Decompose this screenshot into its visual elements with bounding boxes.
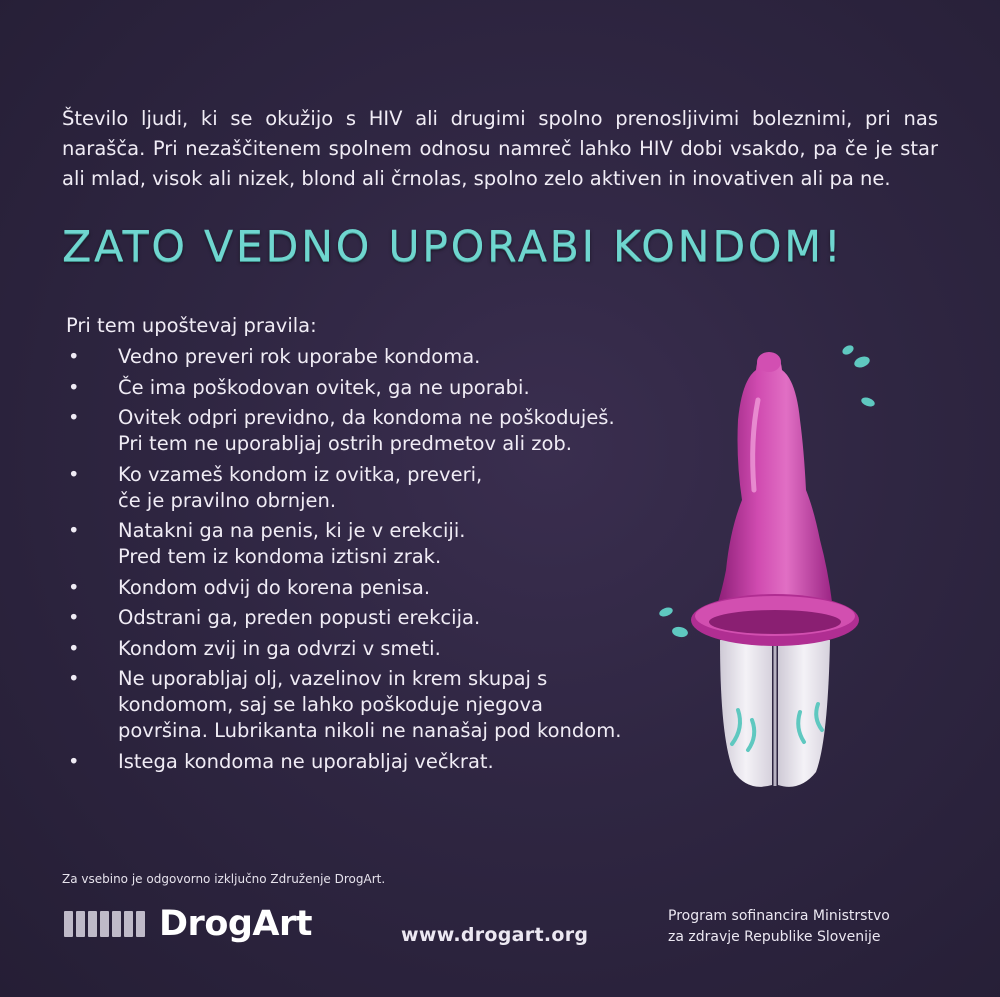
- condom-tip: [757, 352, 781, 372]
- condom-on-popsicle-illustration: [650, 340, 900, 800]
- logo-text: DrogArt: [159, 904, 312, 944]
- rule-text: Natakni ga na penis, ki je v erekciji.: [118, 519, 466, 542]
- rule-item: [62, 636, 682, 662]
- bullet: •: [68, 636, 80, 660]
- rule-text: Ovitek odpri previdno, da kondoma ne poškoduješ.: [118, 406, 615, 429]
- rule-text: Kondom zvij in ga odvrzi v smeti.: [118, 636, 441, 660]
- rule-text: Istega kondoma ne uporabljaj večkrat.: [118, 749, 494, 773]
- rule-text: Pred tem iz kondoma iztisni zrak.: [118, 545, 442, 568]
- rule-text: če je pravilno obrnjen.: [118, 488, 337, 512]
- sponsor-line-1: Program sofinancira Ministrstvo: [668, 908, 890, 924]
- rule-item: [62, 462, 682, 514]
- popsicle-stick-right: [778, 640, 830, 787]
- rule-item: [62, 575, 682, 601]
- rule-text: površina. Lubrikanta nikoli ne nanašaj pod kondom.: [118, 719, 622, 742]
- rule-text: Kondom odvij do korena penisa.: [118, 575, 431, 599]
- bullet: •: [68, 375, 80, 399]
- rule-text: Ko vzameš kondom iz ovitka, preveri,: [118, 462, 483, 486]
- rules-list: [62, 344, 682, 779]
- bullet: •: [68, 606, 80, 629]
- rules-intro: Pri tem upoštevaj pravila:: [66, 314, 317, 337]
- bullet: •: [68, 575, 80, 599]
- rule-item: [62, 344, 682, 370]
- rule-item: [62, 518, 682, 570]
- rule-text: Vedno preveri rok uporabe kondoma.: [118, 345, 481, 368]
- rule-item: [62, 749, 682, 775]
- intro-paragraph: Število ljudi, ki se okužijo s HIV ali drugimi spolno prenosljivimi boleznimi, pri nas narašča. Pri nezaščitenem spolnem odnosu namreč lahko HIV dobi vsakdo, pa če je star ali mlad, visok ali nizek, blond ali črnolas, spolno zelo aktiven in inovativen ali pa ne.: [62, 107, 938, 190]
- rule-item: [62, 605, 682, 631]
- popsicle-stick-left: [720, 640, 772, 787]
- bullet: •: [68, 749, 80, 773]
- sponsor-line-2: za zdravje Republike Slovenije: [668, 929, 881, 945]
- rule-text: Odstrani ga, preden popusti erekcija.: [118, 606, 481, 629]
- headline: ZATO VEDNO UPORABI KONDOM!: [62, 222, 844, 272]
- bullet: •: [68, 667, 80, 690]
- bullet: •: [68, 406, 80, 429]
- bullet: •: [68, 462, 80, 486]
- responsibility-note: Za vsebino je odgovorno izključno Združenje DrogArt.: [62, 872, 386, 886]
- condom-body: [718, 353, 832, 602]
- rule-item: [62, 666, 682, 744]
- rule-text: Če ima poškodovan ovitek, ga ne uporabi.: [118, 375, 530, 399]
- rule-item: [62, 375, 682, 401]
- bullet: •: [68, 519, 80, 542]
- rule-item: [62, 405, 682, 457]
- drogart-logo: [64, 904, 312, 944]
- rule-text: Pri tem ne uporabljaj ostrih predmetov ali zob.: [118, 432, 572, 455]
- sponsor-note: [668, 906, 890, 948]
- drogart-logo-mark: [64, 911, 145, 937]
- website-link[interactable]: www.drogart.org: [401, 924, 589, 946]
- bullet: •: [68, 345, 80, 368]
- rule-text: kondomom, saj se lahko poškoduje njegova: [118, 693, 543, 716]
- rule-text: Ne uporabljaj olj, vazelinov in krem skupaj s: [118, 667, 548, 690]
